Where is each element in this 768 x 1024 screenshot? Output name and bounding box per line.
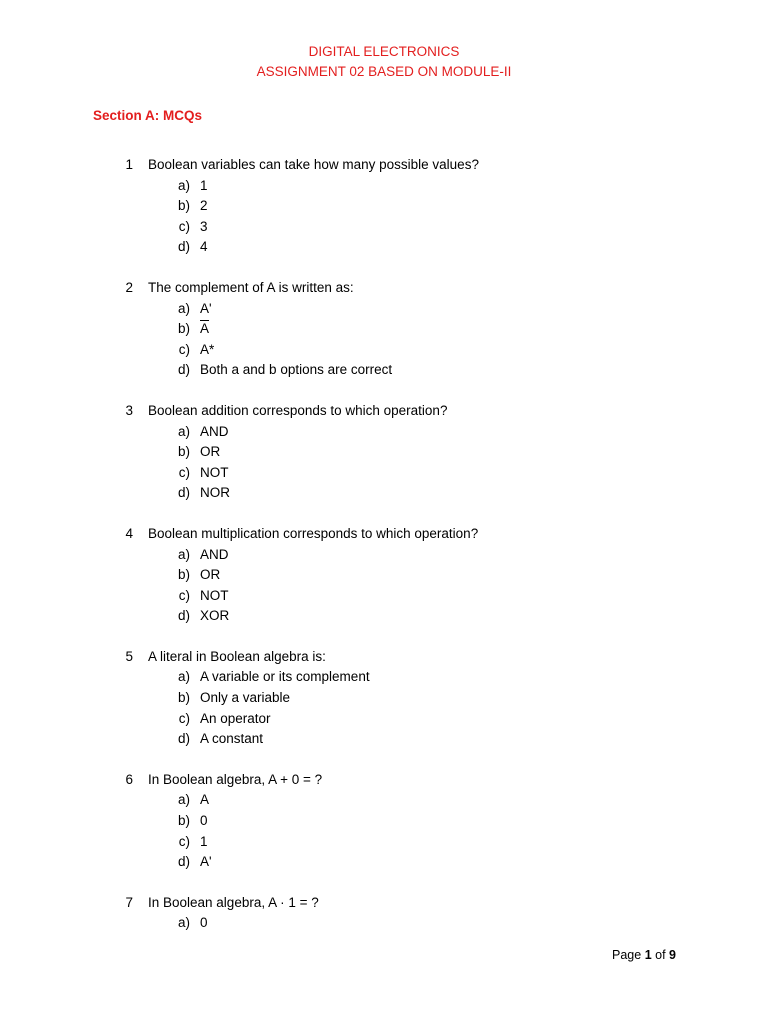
option-item — [0, 422, 768, 443]
option-item — [0, 237, 768, 258]
option-item — [0, 299, 768, 320]
question-text: A literal in Boolean algebra is: — [148, 648, 326, 664]
option-item — [0, 217, 768, 238]
option-letter: b) — [177, 444, 190, 460]
option-item — [0, 340, 768, 361]
question-item — [0, 401, 768, 504]
option-letter: b) — [177, 690, 190, 706]
header-subtitle: ASSIGNMENT 02 BASED ON MODULE-II — [256, 64, 512, 79]
option-item — [0, 545, 768, 566]
question-item — [0, 524, 768, 627]
option-letter: a) — [177, 915, 190, 931]
option-text: A variable or its complement — [200, 669, 370, 685]
page-number: Page 1 of 9 — [612, 948, 676, 962]
section-title: Section A: MCQs — [93, 108, 203, 123]
option-item — [0, 688, 768, 709]
question-number: 6 — [125, 771, 133, 787]
option-item — [0, 729, 768, 750]
option-letter: d) — [177, 731, 190, 747]
question-text: In Boolean algebra, A · 1 = ? — [148, 894, 319, 910]
question-number: 1 — [125, 157, 133, 172]
option-text: NOT — [200, 587, 229, 603]
option-letter: a) — [177, 423, 190, 439]
option-letter: a) — [177, 300, 190, 316]
option-letter: c) — [178, 710, 190, 726]
question-number: 4 — [125, 525, 133, 541]
question-number: 3 — [125, 402, 133, 418]
option-item — [0, 606, 768, 627]
question-text: The complement of A is written as: — [148, 279, 354, 295]
option-letter: d) — [177, 485, 190, 501]
option-text: A constant — [200, 731, 264, 747]
option-item — [0, 483, 768, 504]
option-text: AND — [200, 546, 229, 562]
option-text: Both a and b options are correct — [200, 362, 393, 378]
question-item — [0, 770, 768, 873]
option-letter: b) — [177, 321, 190, 337]
option-item — [0, 709, 768, 730]
option-item — [0, 790, 768, 811]
option-letter: c) — [178, 464, 190, 480]
document-header — [0, 42, 768, 82]
option-letter: c) — [178, 218, 190, 234]
option-item — [0, 196, 768, 217]
option-text: 1 — [200, 833, 208, 849]
option-letter: b) — [177, 198, 190, 214]
option-text: 3 — [200, 218, 208, 234]
option-item — [0, 832, 768, 853]
option-item — [0, 565, 768, 586]
option-item — [0, 586, 768, 607]
option-text: 0 — [200, 813, 208, 829]
option-text: $\overline{A}$ — [200, 321, 210, 337]
question-item — [0, 647, 768, 750]
option-letter: c) — [178, 587, 190, 603]
option-item — [0, 913, 768, 934]
option-letter: c) — [178, 833, 190, 849]
option-item — [0, 852, 768, 873]
option-letter: d) — [177, 362, 190, 378]
option-letter: a) — [177, 546, 190, 562]
option-item — [0, 360, 768, 381]
option-text: A' — [200, 854, 212, 870]
option-text: NOT — [200, 464, 229, 480]
option-text: XOR — [200, 608, 230, 624]
question-item — [0, 278, 768, 381]
option-text: Only a variable — [200, 690, 291, 706]
option-item — [0, 811, 768, 832]
question-item — [0, 155, 768, 258]
question-number: 5 — [125, 648, 133, 664]
header-title: DIGITAL ELECTRONICS — [308, 44, 460, 59]
option-text: 2 — [200, 198, 208, 214]
option-letter: a) — [177, 669, 190, 685]
option-text: 0 — [200, 915, 208, 931]
option-letter: d) — [177, 239, 190, 255]
question-text: In Boolean algebra, A + 0 = ? — [148, 771, 323, 787]
question-number: 7 — [125, 894, 133, 910]
question-text: Boolean variables can take how many possible values? — [148, 157, 479, 172]
option-item — [0, 442, 768, 463]
question-text: Boolean multiplication corresponds to which operation? — [148, 525, 479, 541]
option-letter: b) — [177, 567, 190, 583]
option-item — [0, 319, 768, 340]
option-text: AND — [200, 423, 229, 439]
option-text: OR — [200, 567, 221, 583]
question-list — [0, 155, 768, 954]
option-letter: d) — [177, 608, 190, 624]
option-text: A — [200, 792, 210, 808]
option-letter: a) — [177, 177, 190, 193]
option-letter: d) — [177, 854, 190, 870]
option-text: A* — [200, 341, 215, 357]
option-text: 4 — [200, 239, 208, 255]
option-letter: a) — [177, 792, 190, 808]
option-text: OR — [200, 444, 221, 460]
option-item — [0, 463, 768, 484]
question-text: Boolean addition corresponds to which operation? — [148, 402, 448, 418]
option-item — [0, 176, 768, 197]
option-text: An operator — [200, 710, 271, 726]
question-item — [0, 893, 768, 934]
option-text: 1 — [200, 177, 208, 193]
option-text: A' — [200, 300, 212, 316]
option-letter: b) — [177, 813, 190, 829]
option-letter: c) — [178, 341, 190, 357]
option-text: NOR — [200, 485, 230, 501]
question-number: 2 — [125, 279, 133, 295]
option-item — [0, 667, 768, 688]
